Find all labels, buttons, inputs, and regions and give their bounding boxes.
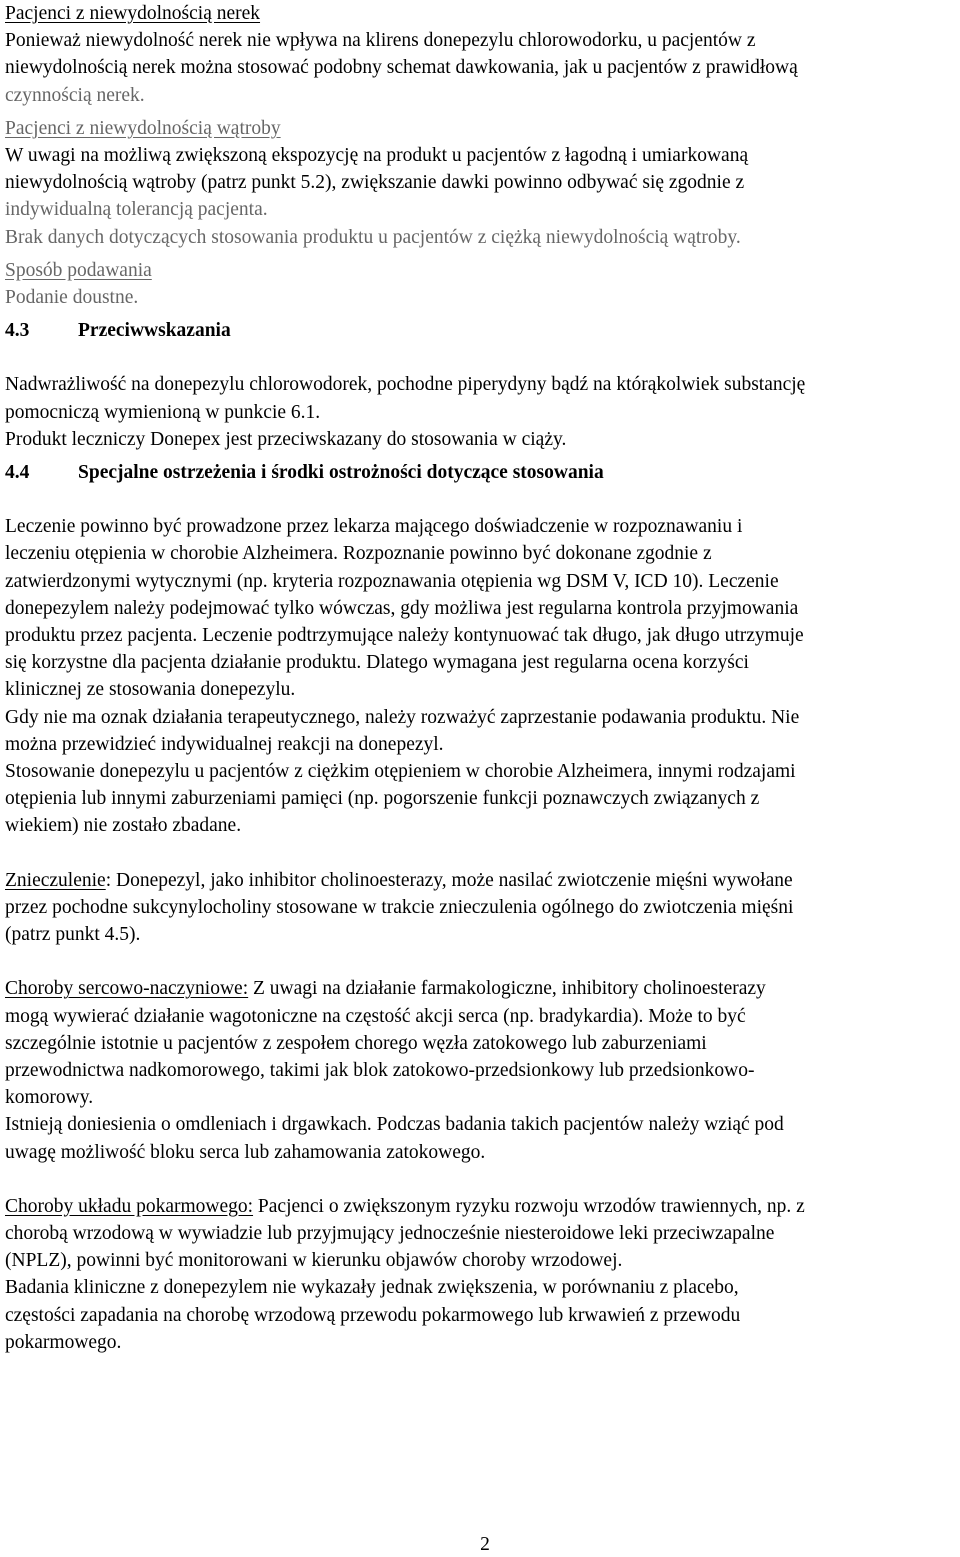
- warning-line: wiekiem) nie zostało zbadane.: [5, 815, 242, 837]
- administration-heading: Sposób podawania: [5, 259, 152, 281]
- gi-line: pokarmowego.: [5, 1331, 122, 1353]
- gi-line: częstości zapadania na chorobę wrzodową przewodu pokarmowego lub krwawień z przewodu: [5, 1304, 741, 1326]
- gi-text: Pacjenci o zwiększonym ryzyku rozwoju wrzodów trawiennych, np. z: [253, 1195, 805, 1217]
- cardio-line: Istnieją doniesienia o omdleniach i drgawkach. Podczas badania takich pacjentów należy wziąć pod: [5, 1114, 784, 1136]
- cardio-first-line: [5, 975, 960, 1002]
- anesthesia-line: przez pochodne sukcynylocholiny stosowane w trakcie znieczulenia ogólnego do zwiotczenia mięśni: [5, 896, 794, 918]
- gi-line: (NPLZ), powinni być monitorowani w kierunku objawów choroby wrzodowej.: [5, 1250, 623, 1272]
- hepatic-line: Brak danych dotyczących stosowania produktu u pacjentów z ciężką niewydolnością wątroby.: [5, 226, 741, 248]
- anesthesia-label: Znieczulenie: [5, 869, 106, 891]
- contraindication-line: Produkt leczniczy Donepex jest przeciwskazany do stosowania w ciąży.: [5, 428, 567, 450]
- warning-line: zatwierdzonymi wytycznymi (np. kryteria rozpoznawania otępienia wg DSM V, ICD 10). Leczenie: [5, 570, 779, 592]
- section-number: 4.4: [5, 462, 30, 484]
- cardio-line: szczególnie istotnie u pacjentów z zespołem chorego węzła zatokowego lub zaburzeniami: [5, 1032, 707, 1054]
- warning-line: się korzystne dla pacjenta działanie produktu. Dlatego wymagana jest regularna ocena korzyści: [5, 652, 749, 674]
- cardio-text: Z uwagi na działanie farmakologiczne, inhibitory cholinoesterazy: [248, 978, 766, 1000]
- section-4-4-heading: [5, 459, 960, 486]
- cardio-line: uwagę możliwość bloku serca lub zahamowania zatokowego.: [5, 1141, 486, 1163]
- warning-line: Leczenie powinno być prowadzone przez lekarza mającego doświadczenie w rozpoznawaniu i: [5, 516, 743, 538]
- warning-line: produktu przez pacjenta. Leczenie podtrzymujące należy kontynuować tak długo, jak długo utrzymuje: [5, 625, 804, 647]
- gi-line: Badania kliniczne z donepezylem nie wykazały jednak zwiększenia, w porównaniu z placebo,: [5, 1277, 739, 1299]
- gi-label: Choroby układu pokarmowego:: [5, 1195, 254, 1217]
- document-body: [5, 0, 960, 1356]
- warning-line: można przewidzieć indywidualnej reakcji na donepezyl.: [5, 733, 444, 755]
- section-title: Specjalne ostrzeżenia i środki ostrożności dotyczące stosowania: [78, 462, 604, 484]
- section-title: Przeciwwskazania: [78, 320, 231, 342]
- warning-line: otępienia lub innymi zaburzeniami pamięci (np. pogorszenie funkcji poznawczych związanych z: [5, 788, 760, 810]
- cardio-line: przewodnictwa nadkomorowego, takimi jak blok zatokowo-przedsionkowy lub przedsionkowo-: [5, 1059, 755, 1081]
- anesthesia-text: : Donepezyl, jako inhibitor cholinoesterazy, może nasilać zwiotczenie mięśni wywołane: [105, 869, 793, 891]
- renal-line: niewydolnością nerek można stosować podobny schemat dawkowania, jak u pacjentów z prawidłową: [5, 57, 798, 79]
- section-number: 4.3: [5, 320, 30, 342]
- section-4-3-heading: [5, 317, 960, 344]
- contraindication-line: Nadwrażliwość na donepezylu chlorowodorek, pochodne piperydyny bądź na którąkolwiek substancję: [5, 374, 806, 396]
- hepatic-line: W uwagi na możliwą zwiększoną ekspozycję na produkt u pacjentów z łagodną i umiarkowaną: [5, 145, 749, 167]
- gi-first-line: [5, 1193, 960, 1220]
- warning-line: leczeniu otępienia w chorobie Alzheimera. Rozpoznanie powinno być dokonane zgodnie z: [5, 543, 712, 565]
- hepatic-line: indywidualną tolerancją pacjenta.: [5, 199, 268, 221]
- cardio-line: mogą wywierać działanie wagotoniczne na częstość akcji serca (np. bradykardia). Może to być: [5, 1005, 746, 1027]
- renal-line: Ponieważ niewydolność nerek nie wpływa na klirens donepezylu chlorowodorku, u pacjentów z: [5, 30, 756, 52]
- warning-line: donepezylem należy podejmować tylko wówczas, gdy możliwa jest regularna kontrola przyjmowania: [5, 597, 799, 619]
- hepatic-heading: Pacjenci z niewydolnością wątroby: [5, 117, 281, 139]
- cardio-label: Choroby sercowo-naczyniowe:: [5, 978, 249, 1000]
- gi-line: chorobą wrzodową w wywiadzie lub przyjmujący jednocześnie niesteroidowe leki przeciwzapalne: [5, 1222, 775, 1244]
- anesthesia-line: (patrz punkt 4.5).: [5, 924, 141, 946]
- page-number: 2: [480, 1534, 490, 1555]
- warning-line: Gdy nie ma oznak działania terapeutycznego, należy rozważyć zaprzestanie podawania produktu. Nie: [5, 706, 800, 728]
- renal-line: czynnością nerek.: [5, 84, 145, 106]
- cardio-line: komorowy.: [5, 1087, 94, 1109]
- contraindication-line: pomocniczą wymienioną w punkcie 6.1.: [5, 401, 321, 423]
- hepatic-line: niewydolnością wątroby (patrz punkt 5.2), zwiększanie dawki powinno odbywać się zgodnie z: [5, 172, 745, 194]
- warning-line: klinicznej ze stosowania donepezylu.: [5, 679, 296, 701]
- administration-text: Podanie doustne.: [5, 287, 139, 309]
- renal-heading: Pacjenci z niewydolnością nerek: [5, 3, 261, 24]
- warning-line: Stosowanie donepezylu u pacjentów z ciężkim otępieniem w chorobie Alzheimera, innymi rodzajami: [5, 761, 796, 783]
- anesthesia-first-line: [5, 867, 960, 894]
